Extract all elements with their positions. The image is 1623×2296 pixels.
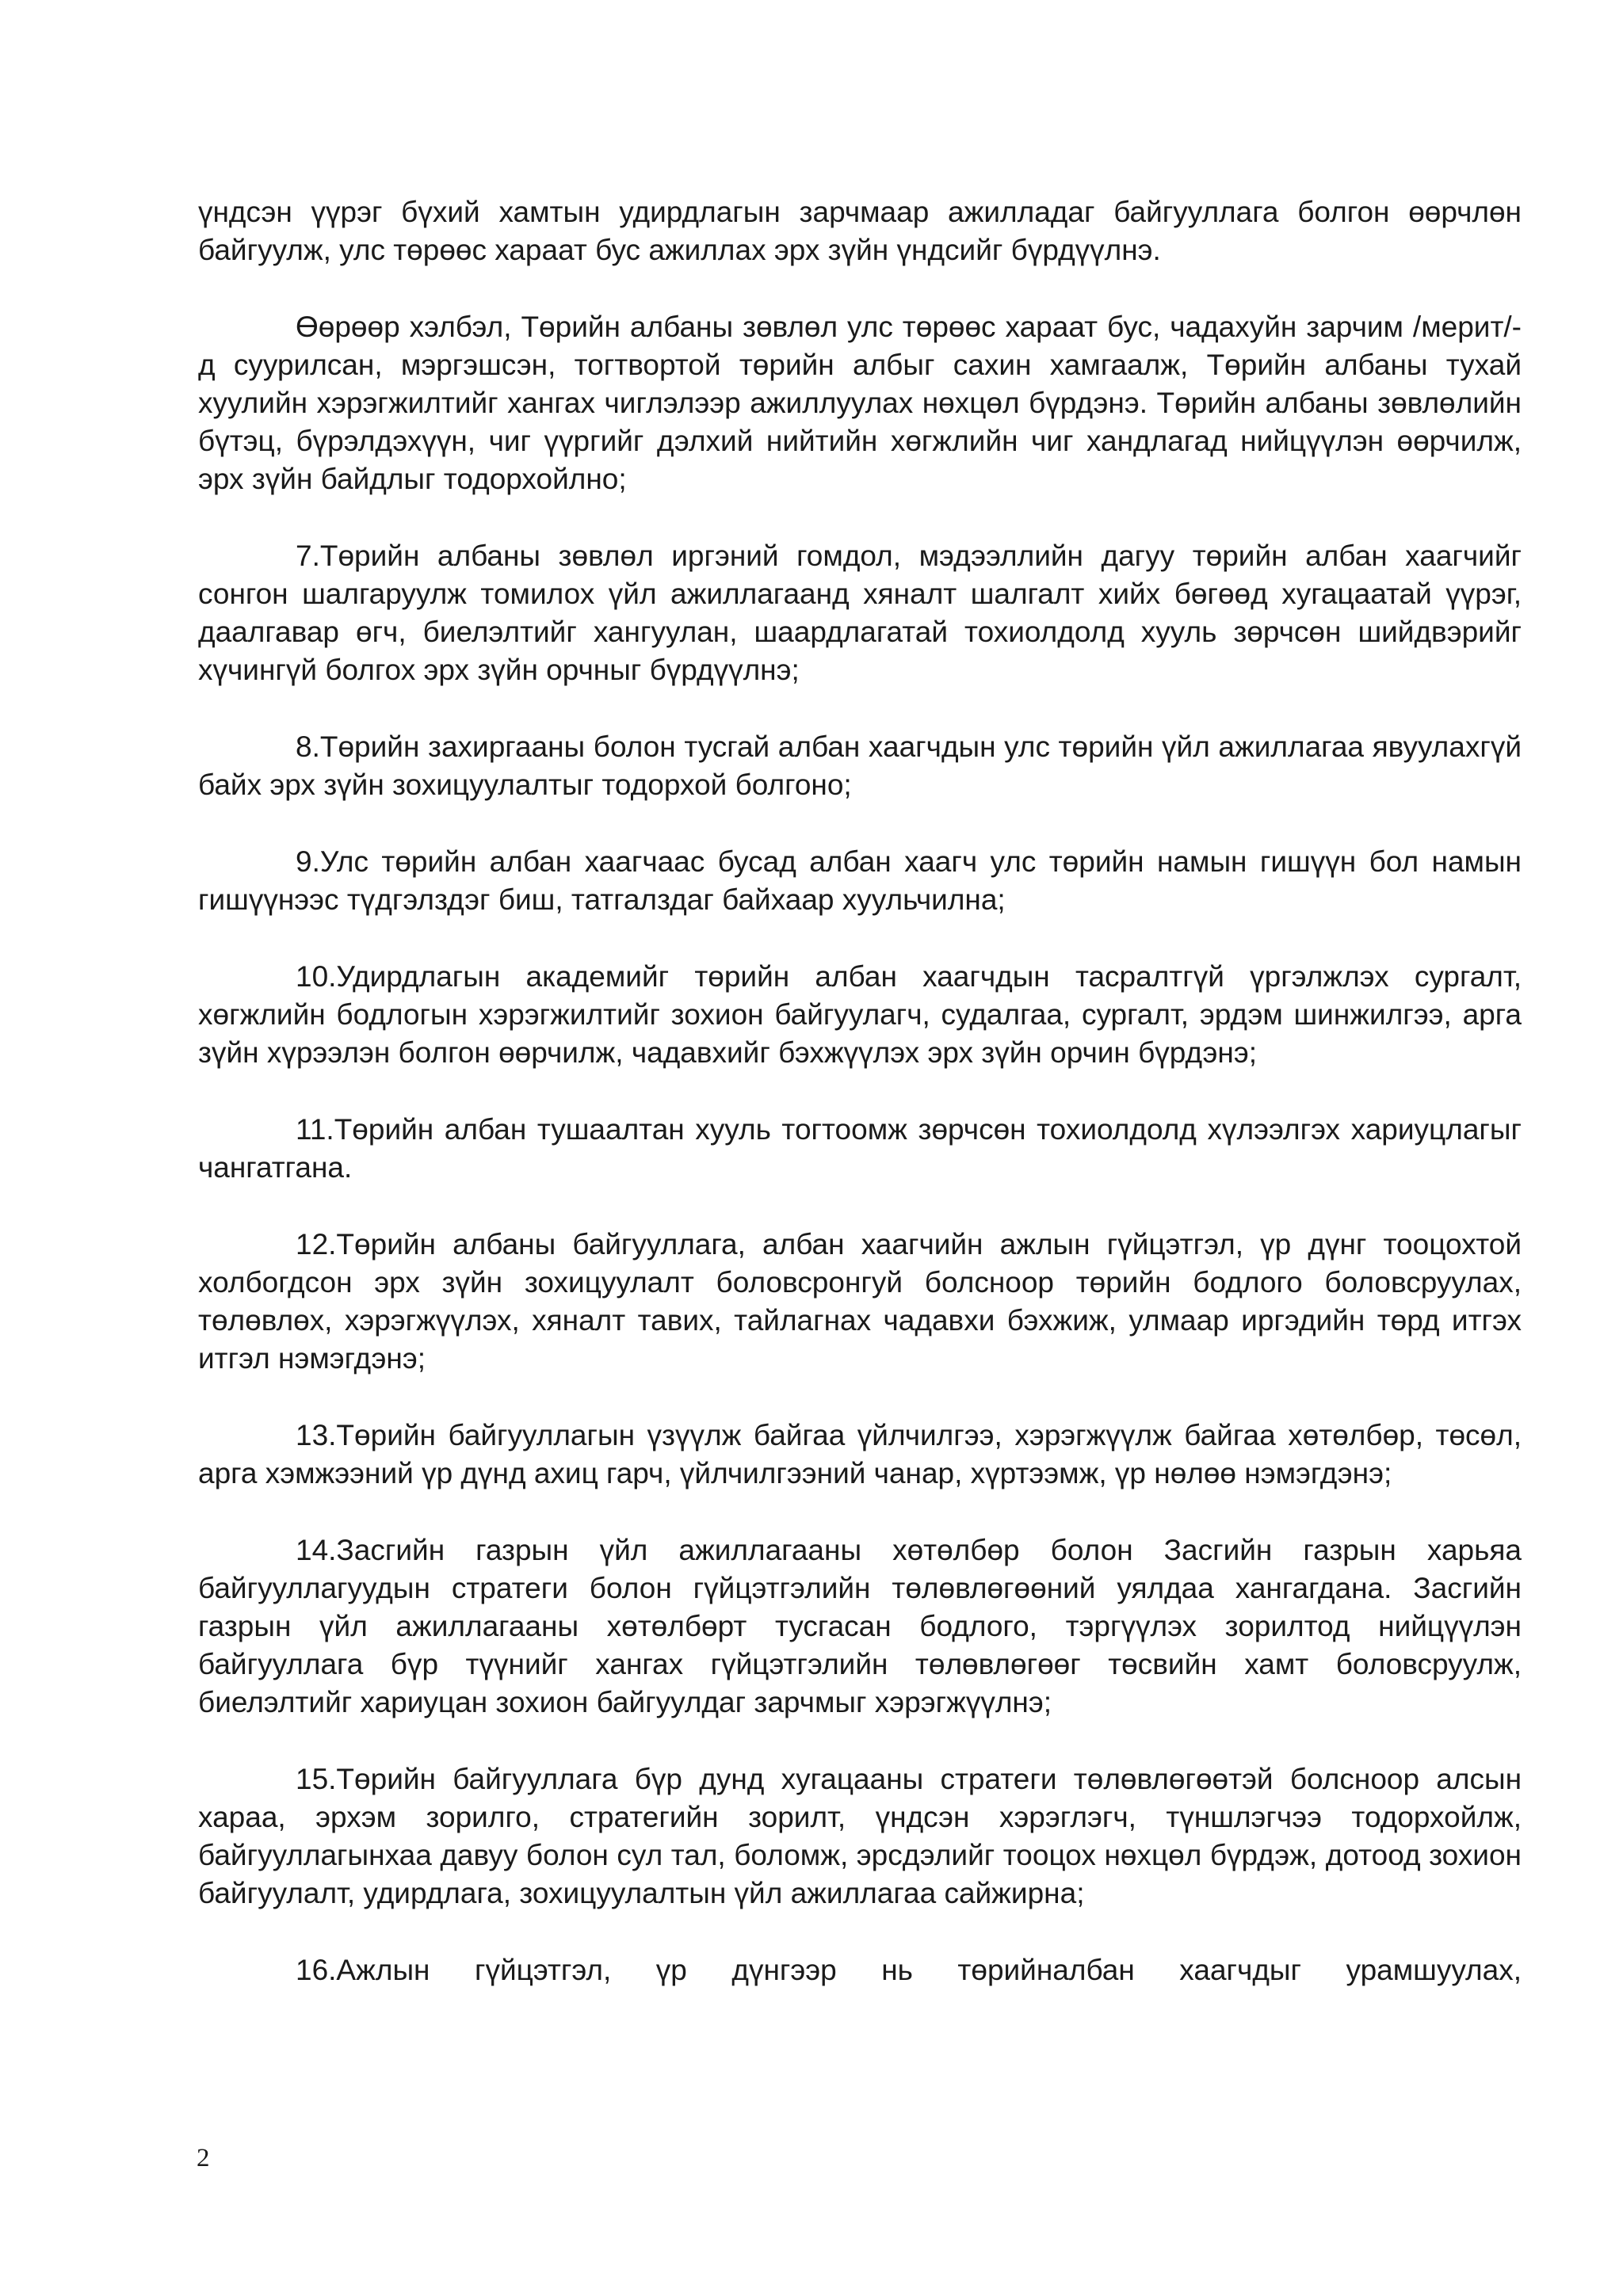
paragraph-item-9: 9.Улс төрийн албан хаагчаас бусад албан хаагч улс төрийн намын гишүүн бол намын гишүүнээс түдгэлздэг биш, татгалздаг байхаар хуульчилна; xyxy=(198,845,1522,916)
paragraph-item-16: 16.Ажлын гүйцэтгэл, үр дүнгээр нь төрийналбан хаагчдыг урамшуулах, xyxy=(296,1954,1522,1986)
paragraph-item-15: 15.Төрийн байгууллага бүр дунд хугацааны стратеги төлөвлөгөөтэй болсноор алсын хараа, эрхэм зорилго, стратегийн зорилт, үндсэн хэрэглэгч, түншлэгчээ тодорхойлж, байгууллагынхаа давуу болон сул тал, боломж, эрсдэлийг тооцох нөхцөл бүрдэж, дотоод зохион байгуулалт, удирдлага, зохицуулалтын үйл ажиллагаа сайжирна; xyxy=(198,1763,1522,1909)
page-number: 2 xyxy=(197,2144,210,2172)
paragraph-continuation: үндсэн үүрэг бүхий хамтын удирдлагын зарчмаар ажилладаг байгууллага болгон өөрчлөн байгуулж, улс төрөөс хараат бус ажиллах эрх зүйн үндсийг бүрдүүлнэ. xyxy=(198,196,1522,266)
document-body xyxy=(198,193,1522,2028)
paragraph-item-8: 8.Төрийн захиргааны болон тусгай албан хаагчдын улс төрийн үйл ажиллагаа явуулахгүй байх эрх зүйн зохицуулалтыг тодорхой болгоно; xyxy=(198,730,1522,801)
paragraph-item-13: 13.Төрийн байгууллагын үзүүлж байгаа үйлчилгээ, хэрэгжүүлж байгаа хөтөлбөр, төсөл, арга хэмжээний үр дүнд ахиц гарч, үйлчилгээний чанар, хүртээмж, үр нөлөө нэмэгдэнэ; xyxy=(198,1419,1522,1489)
paragraph-item-7: 7.Төрийн албаны зөвлөл иргэний гомдол, мэдээллийн дагуу төрийн албан хаагчийг сонгон шалгаруулж томилох үйл ажиллагаанд хяналт шалгалт хийх бөгөөд хугацаатай үүрэг, даалгавар өгч, биелэлтийг хангуулан, шаардлагатай тохиолдолд хууль зөрчсөн шийдвэрийг хүчингүй болгох эрх зүйн орчныг бүрдүүлнэ; xyxy=(198,540,1522,686)
paragraph-item-11: 11.Төрийн албан тушаалтан хууль тогтоомж зөрчсөн тохиолдолд хүлээлгэх хариуцлагыг чангатгана. xyxy=(198,1113,1522,1184)
paragraph-item-12: 12.Төрийн албаны байгууллага, албан хаагчийн ажлын гүйцэтгэл, үр дүнг тооцохтой холбогдсон эрх зүйн зохицуулалт боловсронгуй болсноор төрийн бодлого боловсруулах, төлөвлөх, хэрэгжүүлэх, хяналт тавих, тайлагнах чадавхи бэхжиж, улмаар иргэдийн төрд итгэх итгэл нэмэгдэнэ; xyxy=(198,1228,1522,1375)
paragraph-item-14: 14.Засгийн газрын үйл ажиллагааны хөтөлбөр болон Засгийн газрын харьяа байгууллагуудын стратеги болон гүйцэтгэлийн төлөвлөгөөний уялдаа хангагдана. Засгийн газрын үйл ажиллагааны хөтөлбөрт тусгасан бодлого, тэргүүлэх зорилтод нийцүүлэн байгууллага бүр түүнийг хангах гүйцэтгэлийн төлөвлөгөөг төсвийн хамт боловсруулж, биелэлтийг хариуцан зохион байгуулдаг зарчмыг хэрэгжүүлнэ; xyxy=(198,1534,1522,1718)
paragraph-item-10: 10.Удирдлагын академийг төрийн албан хаагчдын тасралтгүй үргэлжлэх сургалт, хөгжлийн бодлогын хэрэгжилтийг зохион байгуулагч, судалгаа, сургалт, эрдэм шинжилгээ, арга зүйн хүрээлэн болгон өөрчилж, чадавхийг бэхжүүлэх эрх зүйн орчин бүрдэнэ; xyxy=(198,960,1522,1069)
paragraph-in-other-words: Өөрөөр хэлбэл, Төрийн албаны зөвлөл улс төрөөс хараат бус, чадахуйн зарчим /мерит/-д суурилсан, мэргэшсэн, тогтвортой төрийн албыг сахин хамгаалж, Төрийн албаны тухай хуулийн хэрэгжилтийг хангах чиглэлээр ажиллуулах нөхцөл бүрдэнэ. Төрийн албаны зөвлөлийн бүтэц, бүрэлдэхүүн, чиг үүргийг дэлхий нийтийн хөгжлийн чиг хандлагад нийцүүлэн өөрчилж, эрх зүйн байдлыг тодорхойлно; xyxy=(198,311,1522,495)
